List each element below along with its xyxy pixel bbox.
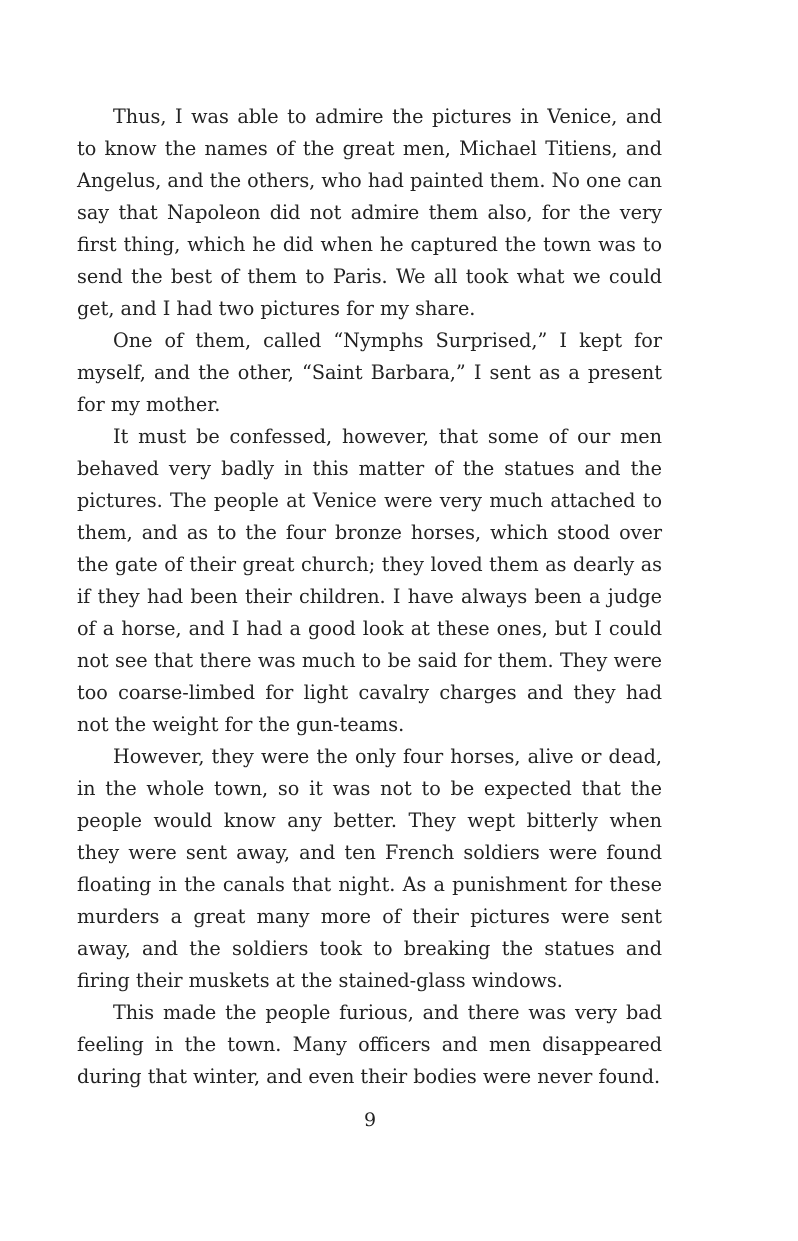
paragraph: It must be confessed, however, that some of our men behaved very badly in this matter of the statues and the pictures. The people at Venice were very much attached to them, and as to the four bronze horses, which stood over the gate of their great church; they loved them as dearly as if they had been their children. I have always been a judge of a horse, and I had a good look at these ones, but I could not see that there was much to be said for them. They were too coarse-limbed for light cavalry charges and they had not the weight for the gun-teams. bbox=[77, 425, 662, 736]
paragraph: However, they were the only four horses, alive or dead, in the whole town, so it was not to be expected that the people would know any better. They wept bitterly when they were sent away, and ten French soldiers were found floating in the canals that night. As a punishment for these murders a great many more of their pictures were sent away, and the soldiers took to breaking the statues and firing their muskets at the stained-glass windows. bbox=[77, 745, 662, 992]
paragraph: Thus, I was able to admire the pictures in Venice, and to know the names of the great men, Michael Titiens, and Angelus, and the others, who had painted them. No one can say that Napoleon did not admire them also, for the very first thing, which he did when he captured the town was to send the best of them to Paris. We all took what we could get, and I had two pictures for my share. bbox=[77, 105, 662, 320]
paragraph: This made the people furious, and there was very bad feeling in the town. Many officers and men disappeared during that winter, and even their bodies were never found. bbox=[77, 1001, 662, 1088]
page-number: 9 bbox=[363, 1109, 377, 1131]
paragraph: One of them, called “Nymphs Surprised,” I kept for myself, and the other, “Saint Barbara,” I sent as a present for my mother. bbox=[77, 329, 662, 416]
page-body bbox=[77, 101, 662, 1093]
